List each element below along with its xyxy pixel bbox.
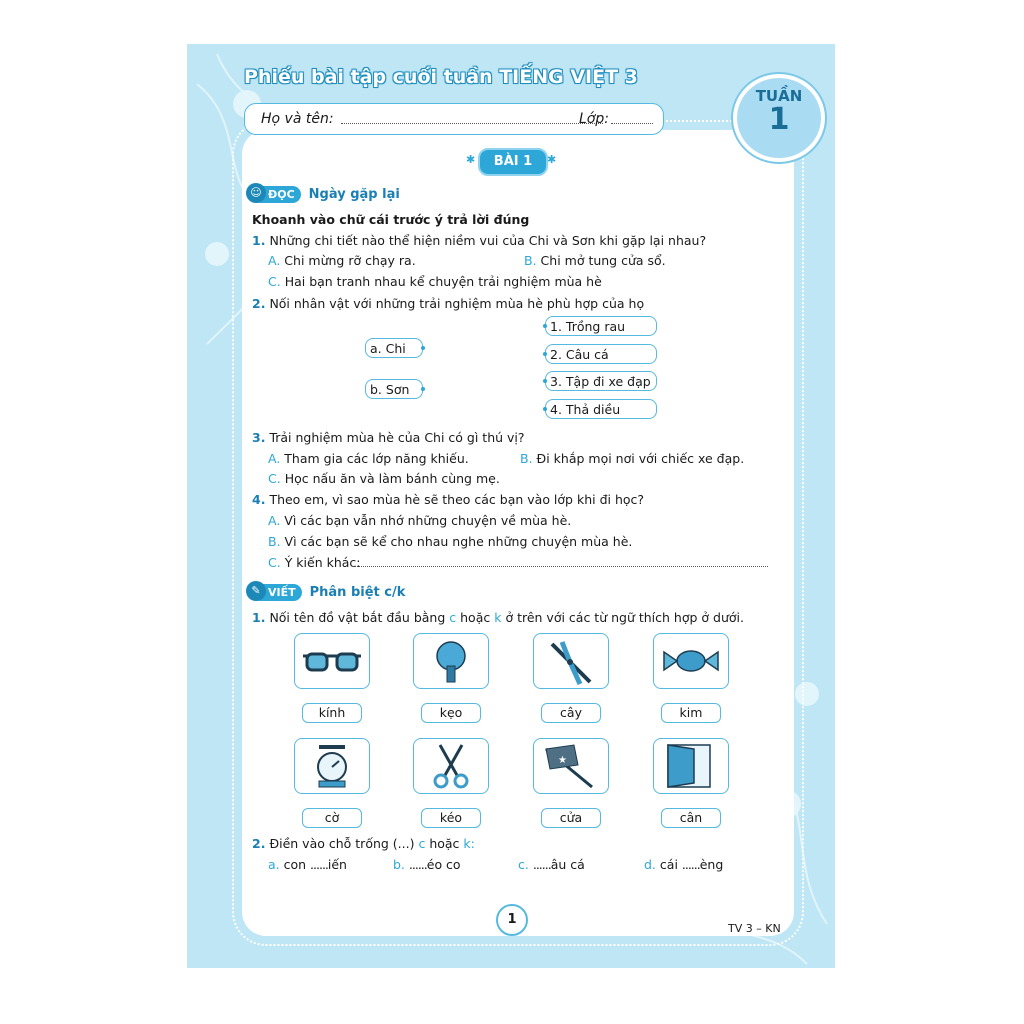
fill-item-c[interactable]: c. ......âu cá (518, 857, 585, 872)
reading-badge: ☺ ĐỌC (252, 186, 301, 203)
q4-option-b[interactable]: B. Vì các bạn sẽ kể cho nhau nghe những chuyện mùa hè. (268, 534, 633, 549)
book-code: TV 3 – KN (728, 922, 781, 935)
q3-option-b[interactable]: B. Đi khắp mọi nơi với chiếc xe đạp. (520, 451, 745, 466)
candy-icon (653, 633, 729, 689)
word-label[interactable]: kẹo (421, 703, 481, 723)
q1-option-c[interactable]: C. Hai bạn tranh nhau kể chuyện trải nghiệm mùa hè (268, 274, 602, 289)
word-label[interactable]: cờ (302, 808, 362, 828)
sparkle-icon: ✱ (466, 153, 476, 166)
word-label[interactable]: cây (541, 703, 601, 723)
q3-option-c[interactable]: C. Học nấu ăn và làm bánh cùng mẹ. (268, 471, 500, 486)
match-right-4[interactable]: 4. Thả diều (545, 399, 657, 419)
name-class-bar (244, 103, 664, 135)
question-4: 4. Theo em, vì sao mùa hè sẽ theo các bạn vào lớp khi đi học? (252, 492, 645, 507)
fill-item-b[interactable]: b. ......éo co (393, 857, 461, 872)
pliers-icon (533, 633, 609, 689)
question-1: 1. Những chi tiết nào thể hiện niềm vui của Chi và Sơn khi gặp lại nhau? (252, 233, 707, 248)
week-badge (733, 74, 825, 162)
q1-option-b[interactable]: B. Chi mở tung cửa sổ. (524, 253, 666, 268)
match-right-3[interactable]: 3. Tập đi xe đạp (545, 371, 657, 391)
worksheet-title: Phiếu bài tập cuối tuần TIẾNG VIỆT 3 (244, 66, 638, 88)
sparkle-icon: ✱ (547, 153, 557, 166)
fill-item-d[interactable]: d. cái ......èng (644, 857, 724, 872)
fill-item-a[interactable]: a. con ......iến (268, 857, 347, 872)
flag-icon (533, 738, 609, 794)
q4-option-c[interactable]: C. Ý kiến khác: (268, 555, 361, 570)
writing-question-2: 2. Điền vào chỗ trống (...) c hoặc k: (252, 836, 475, 851)
word-label[interactable]: cửa (541, 808, 601, 828)
writing-badge: ✎ VIẾT (252, 584, 302, 601)
word-label[interactable]: cân (661, 808, 721, 828)
question-2: 2. Nối nhân vật với những trải nghiệm mùa hè phù hợp của họ (252, 296, 645, 311)
reading-section-header (252, 186, 400, 203)
match-left-chi[interactable]: a. Chi (365, 338, 423, 358)
q4-answer-line[interactable] (352, 566, 768, 567)
writing-section-header (252, 584, 405, 601)
scissors-icon (413, 738, 489, 794)
match-right-2[interactable]: 2. Câu cá (545, 344, 657, 364)
writing-title: Phân biệt c/k (309, 585, 406, 600)
name-label: Họ và tên: (261, 111, 334, 127)
week-label: TUẦN (755, 87, 803, 105)
reader-icon: ☺ (246, 183, 266, 203)
exercise-badge: BÀI 1 (478, 148, 548, 176)
q4-option-a[interactable]: A. Vì các bạn vẫn nhớ những chuyện về mùa hè. (268, 513, 572, 528)
class-label: Lớp: (579, 111, 609, 127)
q3-option-a[interactable]: A. Tham gia các lớp năng khiếu. (268, 451, 469, 466)
pencil-icon: ✎ (246, 581, 266, 601)
word-label[interactable]: kim (661, 703, 721, 723)
page-number: 1 (496, 904, 528, 936)
word-label[interactable]: kéo (421, 808, 481, 828)
scale-icon (294, 738, 370, 794)
q1-option-a[interactable]: A. Chi mừng rỡ chạy ra. (268, 253, 416, 268)
door-icon (653, 738, 729, 794)
question-3: 3. Trải nghiệm mùa hè của Chi có gì thú vị? (252, 430, 525, 445)
class-field[interactable] (611, 123, 653, 124)
svg-text:★: ★ (558, 755, 567, 766)
tree-icon (413, 633, 489, 689)
match-left-son[interactable]: b. Sơn (365, 379, 423, 399)
reading-title: Ngày gặp lại (308, 187, 400, 202)
name-field[interactable] (341, 123, 603, 124)
word-label[interactable]: kính (302, 703, 362, 723)
reading-instruction: Khoanh vào chữ cái trước ý trả lời đúng (252, 212, 530, 227)
glasses-icon (294, 633, 370, 689)
week-number: 1 (768, 102, 790, 137)
match-right-1[interactable]: 1. Trồng rau (545, 316, 657, 336)
writing-question-1: 1. Nối tên đồ vật bắt đầu bằng c hoặc k ở trên với các từ ngữ thích hợp ở dưới. (252, 610, 744, 625)
